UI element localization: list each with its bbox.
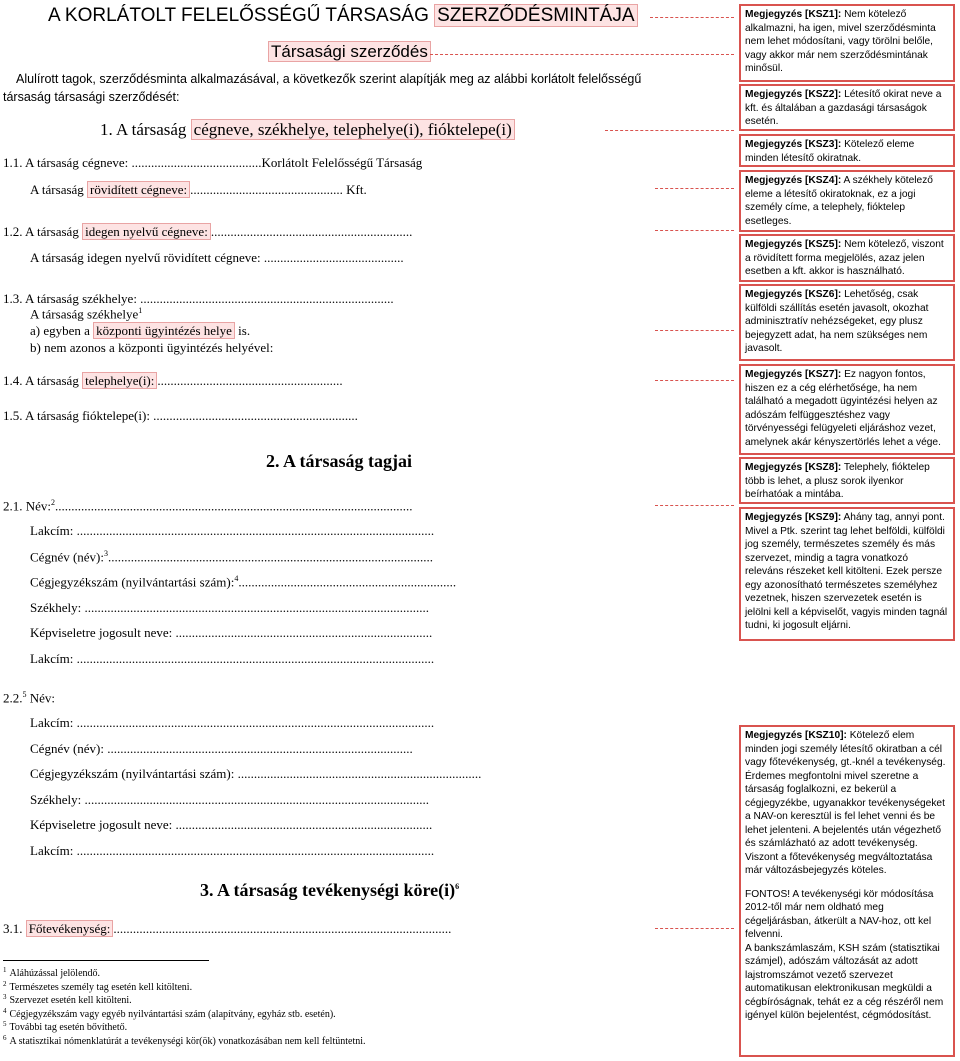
comment-ksz6[interactable] — [739, 284, 955, 361]
section-2-heading: 2. A társaság tagjai — [266, 451, 412, 471]
member-2-row-3 — [30, 766, 481, 782]
row-1-3c — [30, 323, 250, 339]
connector-ksz1 — [650, 17, 734, 18]
row-1-2b: A társaság idegen nyelvű rövidített cégneve: ........................................... — [30, 250, 404, 265]
member-1-row-2 — [30, 549, 433, 565]
member-1-row-dots: .............................................................................................................. — [76, 523, 435, 538]
comment-ksz3-text: Kötelező eleme minden létesítő okiratnak. — [745, 139, 915, 164]
section-3-heading-text: 3. A társaság tevékenységi köre(i) — [200, 880, 456, 900]
footnote-ref-5[interactable]: 5 — [22, 690, 27, 699]
footnote-text: Természetes személy tag esetén kell kitölteni. — [9, 981, 193, 993]
comment-ksz6-label: Megjegyzés [KSZ6]: — [745, 289, 842, 300]
section-1-number: 1. A társaság — [100, 120, 191, 139]
row-1-1-label: 1.1. A társaság cégneve: ........................................ — [3, 155, 262, 170]
member-1-row-4 — [30, 600, 429, 616]
comment-ksz10-label: Megjegyzés [KSZ10]: — [745, 730, 847, 741]
footnote-separator — [3, 960, 209, 961]
row-1-4 — [3, 373, 343, 389]
comment-ksz3[interactable] — [739, 134, 955, 167]
comment-ksz7-label: Megjegyzés [KSZ7]: — [745, 369, 842, 380]
member-1-row-6 — [30, 651, 434, 667]
row-3-1 — [3, 921, 451, 937]
footnote-text: Cégjegyzékszám vagy egyéb nyilvántartási szám (alapítvány, egyház stb. esetén). — [9, 1008, 336, 1020]
row-1-1-value: Korlátolt Felelősségű Társaság — [261, 155, 423, 170]
member-2-row-label: Lakcím: — [30, 715, 77, 730]
row-2-1-dots: .............................................................................................................. — [55, 498, 413, 514]
connector-ksz9 — [655, 505, 734, 506]
comment-ksz5-label: Megjegyzés [KSZ5]: — [745, 239, 842, 250]
comment-ksz6-text: Lehetőség, csak külföldi szállítás esetén javasolt, okozhat adminisztratív nehézségeket, egy plusz bejegyzett adat, ha nem szükséges nem javasolt. — [745, 289, 929, 354]
document-title — [48, 5, 638, 27]
member-1-row-label: Lakcím: — [30, 650, 77, 666]
row-1-3c-highlight[interactable]: központi ügyintézés helye — [93, 322, 235, 339]
comment-ksz2-label: Megjegyzés [KSZ2]: — [745, 89, 842, 100]
comment-ksz1-text: Nem kötelező alkalmazni, ha igen, mivel szerződésminta nem lehet módosítani, vagy törölni belőle, vagy akkor már nem szerződésmintának minősül. — [745, 9, 936, 74]
comment-ksz9-text: Ahány tag, annyi pont. Mivel a Ptk. szerint tag lehet belföldi, külföldi jog személy, természetes személy és más szervezet, mindig a tagra vonatkozó releváns részeket kell kitölteni. Ezek persze egy azonosítható természetes személyhez vezetnek, hiszen szervezetek esetén is jelölni kell a képviselőt, vagyis minden tagnál tudni, ki jogosult eljárni. — [745, 512, 948, 631]
connector-ksz7 — [655, 380, 734, 381]
comment-ksz10[interactable] — [739, 725, 955, 1057]
row-1-3b-text: A társaság székhelye — [30, 306, 139, 322]
comment-ksz10-important: FONTOS! A tevékenységi kör módosítása 2012-től már nem oldható meg cégeljárásban, átkerült a NAV-hoz, ott kel felvenni. — [745, 888, 934, 940]
row-2-2-label: Név: — [26, 690, 56, 706]
row-2-1-label: 2.1. Név: — [3, 498, 52, 514]
footnote-text: Szervezet esetén kell kitölteni. — [9, 995, 132, 1007]
footnote-number: 1 — [3, 966, 7, 974]
row-1-2 — [3, 224, 412, 240]
footnote-2 — [3, 980, 192, 993]
comment-ksz5-text: Nem kötelező, viszont a rövidített forma megjelölés, azaz jelen esetben a kft. akkor is használható. — [745, 239, 944, 277]
member-2-row-dots: .............................................................................................................. — [76, 715, 435, 730]
row-3-1-pre: 3.1. — [3, 921, 26, 936]
member-2-row-label: Cégjegyzékszám (nyilvántartási szám): — [30, 766, 238, 781]
member-2-row-label: Képviseletre jogosult neve: — [30, 817, 176, 832]
member-1-row-label: Cégjegyzékszám (nyilvántartási szám): — [30, 574, 235, 590]
comment-ksz1[interactable] — [739, 4, 955, 82]
member-1-row-1 — [30, 523, 434, 539]
member-1-row-dots: .............................................................................................................. — [76, 650, 435, 666]
member-2-row-label: Cégnév (név): — [30, 740, 108, 756]
row-1-3c-post: is. — [234, 323, 251, 338]
member-1-row-dots: ............................................................................... — [175, 625, 433, 640]
footnote-text: További tag esetén bővíthető. — [9, 1022, 128, 1034]
comment-ksz8-label: Megjegyzés [KSZ8]: — [745, 462, 842, 473]
row-1-2-highlight[interactable]: idegen nyelvű cégneve: — [82, 223, 211, 240]
comment-ksz2-text: Létesítő okirat neve a kft. és általában a gazdasági társaságok esetén. — [745, 89, 942, 127]
row-1-3: 1.3. A társaság székhelye: .............................................................................. — [3, 291, 394, 306]
comment-ksz7-text: Ez nagyon fontos, hiszen ez a cég elérhetősége, ha nem található a megadott ügyintézési helyen az adószám felfüggesztéshez vagy törvényességi felügyeleti eljáráshoz vezet, amelynek akár kényszertörlés lehet a vége. — [745, 369, 941, 448]
document-subtitle[interactable]: Társasági szerződés — [268, 41, 431, 62]
member-1-row-dots: ................................................................... — [238, 574, 457, 590]
footnote-ref-3[interactable]: 3 — [104, 548, 109, 558]
member-2-row-dots: .............................................................................................. — [107, 740, 413, 756]
comment-ksz9[interactable] — [739, 507, 955, 641]
member-1-row-3 — [30, 574, 456, 590]
footnote-ref-2[interactable]: 2 — [51, 498, 56, 507]
title-highlight[interactable]: SZERZŐDÉSMINTÁJA — [434, 4, 637, 27]
row-1-4-post: ......................................................... — [157, 373, 343, 388]
intro-line-2: társaság társasági szerződését: — [3, 90, 180, 104]
member-1-row-dots: .......................................................................................................... — [84, 599, 430, 615]
member-1-row-5 — [30, 625, 432, 641]
row-1-3c-pre: a) egyben a — [30, 323, 94, 338]
comment-ksz7[interactable] — [739, 364, 955, 455]
comment-ksz5[interactable] — [739, 234, 955, 282]
row-1-2-post: .............................................................. — [210, 224, 413, 239]
comment-ksz4-label: Megjegyzés [KSZ4]: — [745, 175, 842, 186]
footnote-text: A statisztikai nómenklatúrát a tevékenységi kör(ök) vonatkozásában nem kell feltüntetni. — [9, 1035, 366, 1047]
member-2-row-label: Székhely: — [30, 791, 85, 807]
member-2-row-2 — [30, 741, 413, 757]
row-1-5: 1.5. A társaság fióktelepe(i): ............................................................... — [3, 408, 358, 423]
comment-ksz8-text: Telephely, fióktelep több is lehet, a plusz sorok ilyenkor beírhatóak a mintába. — [745, 462, 930, 500]
row-1-3b — [30, 306, 142, 322]
footnote-ref-6[interactable]: 6 — [455, 882, 460, 891]
title-text: A KORLÁTOLT FELELŐSSÉGŰ TÁRSASÁG — [48, 5, 435, 26]
comment-ksz8[interactable] — [739, 457, 955, 504]
member-2-row-dots: ........................................................................... — [237, 766, 482, 781]
row-1-2-pre: 1.2. A társaság — [3, 224, 83, 239]
comment-ksz3-label: Megjegyzés [KSZ3]: — [745, 139, 842, 150]
intro-line-1: Alulírott tagok, szerződésminta alkalmazásával, a következők szerint alapítják meg az alábbi korlátolt felelősségű — [16, 72, 642, 86]
row-1-1b — [30, 182, 367, 198]
connector-ksz6 — [655, 330, 734, 331]
section-1-heading — [100, 120, 515, 140]
footnote-3 — [3, 993, 132, 1006]
member-2-row-dots: .......................................................................................................... — [84, 791, 430, 807]
connector-ksz3 — [605, 130, 734, 131]
footnote-1 — [3, 966, 100, 979]
member-2-row-6 — [30, 843, 434, 859]
footnote-4 — [3, 1007, 336, 1020]
row-1-4-pre: 1.4. A társaság — [3, 373, 83, 388]
member-1-row-label: Székhely: — [30, 599, 85, 615]
member-2-row-5 — [30, 817, 432, 833]
footnote-ref-1[interactable]: 1 — [138, 306, 143, 315]
row-1-1 — [3, 155, 422, 171]
comment-ksz4[interactable] — [739, 170, 955, 232]
member-2-row-dots: ............................................................................... — [175, 817, 433, 832]
member-2-row-dots: .............................................................................................................. — [76, 842, 435, 858]
comment-ksz1-label: Megjegyzés [KSZ1]: — [745, 9, 842, 20]
comment-ksz2[interactable] — [739, 84, 955, 131]
connector-ksz2 — [430, 54, 734, 55]
member-2-row-1 — [30, 715, 434, 731]
comment-ksz10-bank-note: A bankszámlaszám, KSH szám (statisztikai számjel), adószám változását az adott lajstromszámot vezető szervezet automatikusan elektronikusan megküldi a cégbíróságnak, tehát ez a cég részéről nem igényel külön bejelentést, cégmódosítást. — [745, 942, 944, 1021]
footnote-ref-4[interactable]: 4 — [234, 574, 239, 583]
member-1-row-label: Cégnév (név): — [30, 548, 105, 564]
member-1-row-dots: .................................................................................................... — [108, 548, 434, 564]
row-2-2-number: 2.2. — [3, 690, 23, 706]
member-1-row-label: Képviseletre jogosult neve: — [30, 625, 176, 640]
row-1-1b-post: ............................................... Kft. — [190, 182, 367, 197]
comment-ksz9-label: Megjegyzés [KSZ9]: — [745, 512, 842, 523]
footnote-number: 2 — [3, 979, 7, 988]
connector-ksz5 — [655, 230, 734, 231]
connector-ksz10 — [655, 928, 734, 929]
footnote-5 — [3, 1020, 127, 1033]
row-3-1-post: ........................................................................................................ — [113, 921, 452, 936]
member-2-row-4 — [30, 792, 429, 808]
footnote-number: 4 — [3, 1006, 7, 1015]
footnote-number: 3 — [3, 993, 7, 1001]
row-2-1 — [3, 498, 413, 514]
member-2-row-label: Lakcím: — [30, 842, 77, 858]
comment-ksz4-text: A székhely kötelező eleme a létesítő okiratoknak, ez a jogi személy címe, a telephely, fióktelep esetleges. — [745, 175, 933, 227]
footnote-6 — [3, 1034, 366, 1047]
connector-ksz4 — [655, 188, 734, 189]
row-1-4-highlight[interactable]: telephelye(i): — [82, 372, 157, 389]
row-3-1-highlight[interactable]: Főtevékenység: — [26, 920, 114, 937]
section-1-heading-highlight[interactable]: cégneve, székhelye, telephelye(i), fióktelepe(i) — [191, 119, 515, 140]
row-1-3d: b) nem azonos a központi ügyintézés helyével: — [30, 340, 274, 355]
row-1-1b-pre: A társaság — [30, 182, 88, 197]
row-2-2 — [3, 690, 55, 706]
comment-ksz10-text: Kötelező elem minden jogi személy létesítő okiratban a cél vagy főtevékenység, gt.-knél a tevékenység. Érdemes megfontolni mivel szeretne a társaság foglalkozni, ez bekerül a cégjegyzékbe, ugyanakkor tevékenységeket a NAV-on keresztül is fel lehet venni és be lehet jelenteni. A bejelentés után végezhető és számlázható az adott tevékenység. Viszont a főtevékenység megváltoztatása már változásbejegyzés köteles. — [745, 730, 946, 876]
footnote-text: Aláhúzással jelölendő. — [9, 968, 101, 980]
footnote-number: 6 — [3, 1033, 7, 1042]
member-1-row-label: Lakcím: — [30, 523, 77, 538]
footnote-number: 5 — [3, 1020, 7, 1028]
section-3-heading — [200, 880, 459, 901]
row-1-1b-highlight[interactable]: rövidített cégneve: — [87, 181, 190, 198]
